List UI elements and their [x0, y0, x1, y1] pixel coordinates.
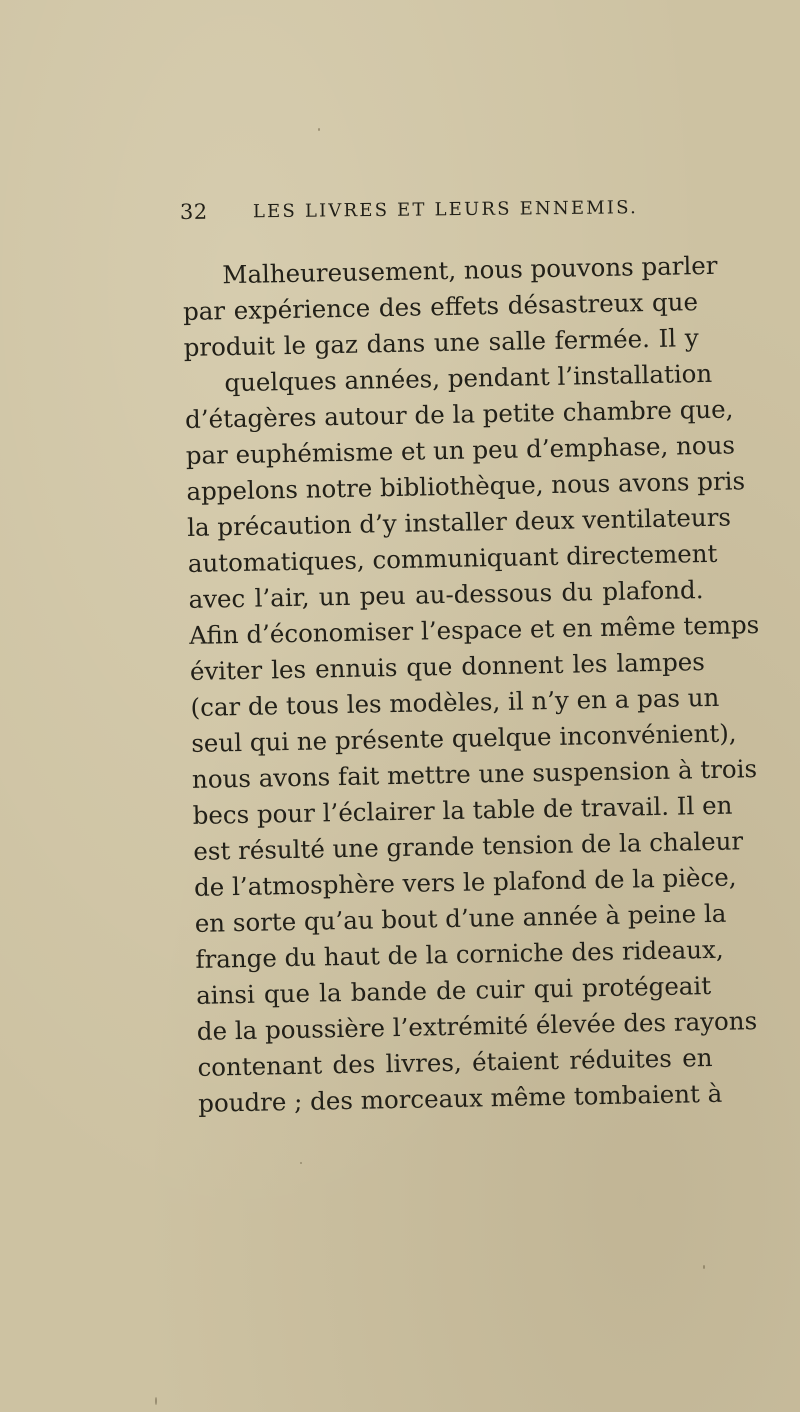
text-line: seul qui ne présente quelque inconvénient), — [191, 718, 737, 758]
page-number: 32 — [179, 199, 208, 224]
text-line: par expérience des effets désastreux que — [182, 287, 699, 326]
text-line: Afin d’économiser l’espace et en même temps — [188, 609, 760, 650]
running-title: LES LIVRES ET LEURS ENNEMIS. — [252, 197, 639, 223]
text-line: Malheureusement, nous pouvons parler — [222, 250, 718, 290]
paper-speck — [155, 1397, 157, 1405]
text-line: (car de tous les modèles, il n’y en a pas un — [190, 682, 720, 722]
text-line: de l’atmosphère vers le plafond de la pièce, — [193, 862, 737, 902]
text-line: quelques années, pendant l’installation — [224, 358, 713, 398]
text-line: produit le gaz dans une salle fermée. Il y — [183, 323, 699, 362]
text-line: nous avons fait mettre une suspension à trois — [191, 754, 758, 794]
text-line: la précaution d’y installer deux ventilateurs — [186, 502, 732, 542]
text-line: ainsi que la bande de cuir qui protégeait — [195, 970, 712, 1010]
text-line: poudre ; des morceaux même tombaient à — [197, 1078, 723, 1118]
text-line: becs pour l’éclairer la table de travail. Il en — [192, 790, 733, 830]
text-line: appelons notre bibliothèque, nous avons pris — [186, 466, 746, 506]
text-line: avec l’air, un peu au-dessous du plafond. — [188, 575, 704, 614]
text-line: par euphémisme et un peu d’emphase, nous — [185, 430, 736, 470]
text-line: de la poussière l’extrémité élevée des rayons — [196, 1006, 758, 1046]
body-paragraph — [182, 248, 760, 1122]
paper-speck — [318, 128, 320, 131]
text-line: contenant des livres, étaient réduites en — [197, 1042, 713, 1082]
paper-speck — [300, 1162, 302, 1164]
text-line: éviter les ennuis que donnent les lampes — [189, 647, 706, 686]
running-head — [180, 193, 640, 232]
text-line: en sorte qu’au bout d’une année à peine la — [194, 898, 727, 938]
text-line: est résulté une grande tension de la chaleur — [193, 826, 744, 866]
text-line: frange du haut de la corniche des rideaux, — [195, 934, 724, 974]
text-line: automatiques, communiquant directement — [187, 538, 718, 578]
text-line: d’étagères autour de la petite chambre que, — [184, 394, 734, 434]
paper-speck — [703, 1265, 705, 1269]
